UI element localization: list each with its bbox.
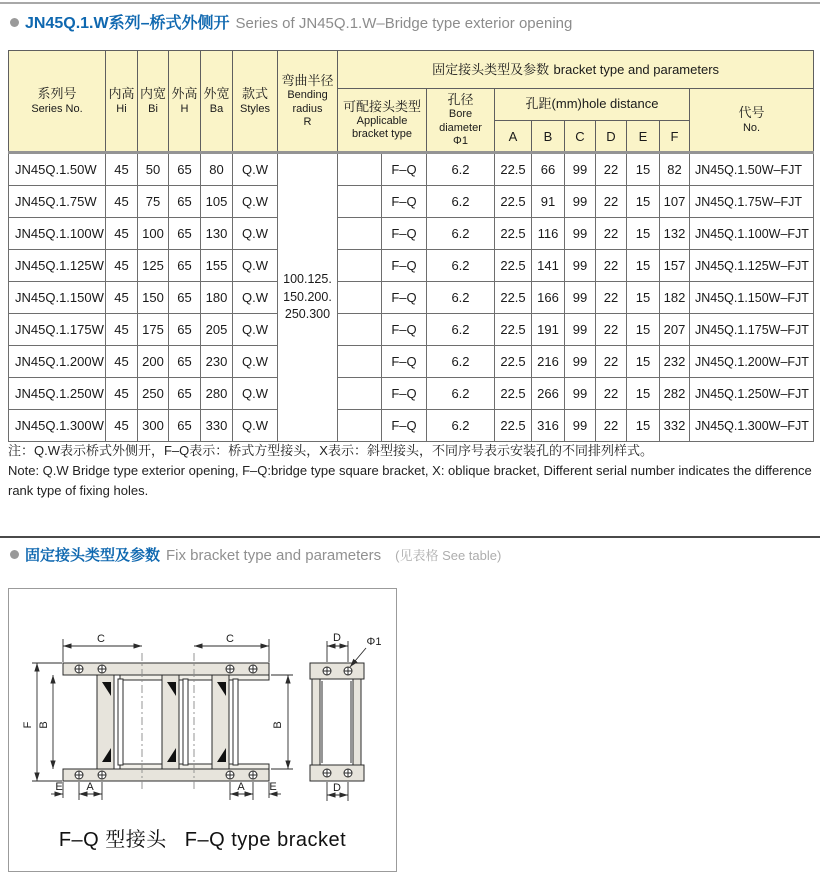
cell-blank — [338, 218, 382, 250]
cell-bi: 175 — [138, 314, 169, 346]
dim-phi1: Φ1 — [366, 636, 382, 648]
cell-c: 99 — [565, 314, 596, 346]
cell-style: Q.W — [233, 346, 278, 378]
cell-blank — [338, 282, 382, 314]
cell-series: JN45Q.1.150W — [9, 282, 106, 314]
section-divider-rule — [0, 536, 820, 538]
col-header-h: 外高 H — [169, 51, 201, 153]
cell-bore: 6.2 — [427, 314, 495, 346]
cell-c: 99 — [565, 186, 596, 218]
cell-b: 66 — [532, 153, 565, 186]
cell-bore: 6.2 — [427, 218, 495, 250]
cell-code: JN45Q.1.300W–FJT — [690, 410, 814, 442]
cell-style: Q.W — [233, 186, 278, 218]
cell-f: 207 — [660, 314, 690, 346]
cell-style: Q.W — [233, 153, 278, 186]
cell-bi: 75 — [138, 186, 169, 218]
cell-e: 15 — [627, 186, 660, 218]
dim-d-bottom: D — [333, 782, 341, 794]
cell-series: JN45Q.1.300W — [9, 410, 106, 442]
cell-hi: 45 — [106, 346, 138, 378]
cell-hi: 45 — [106, 282, 138, 314]
cell-h: 65 — [169, 218, 201, 250]
cell-e: 15 — [627, 378, 660, 410]
link-plate — [212, 675, 238, 769]
cell-e: 15 — [627, 153, 660, 186]
cell-a: 22.5 — [495, 410, 532, 442]
cell-e: 15 — [627, 314, 660, 346]
cell-e: 15 — [627, 250, 660, 282]
cell-f: 182 — [660, 282, 690, 314]
cell-bracket: F–Q — [382, 346, 427, 378]
cell-bracket: F–Q — [382, 153, 427, 186]
col-header-hi: 内高 Hi — [106, 51, 138, 153]
cell-b: 166 — [532, 282, 565, 314]
table-notes — [8, 441, 814, 501]
cell-b: 316 — [532, 410, 565, 442]
cell-ba: 230 — [201, 346, 233, 378]
cell-d: 22 — [596, 250, 627, 282]
cell-d: 22 — [596, 346, 627, 378]
cell-ba: 280 — [201, 378, 233, 410]
cell-e: 15 — [627, 282, 660, 314]
cell-blank — [338, 314, 382, 346]
cell-d: 22 — [596, 218, 627, 250]
cell-code: JN45Q.1.150W–FJT — [690, 282, 814, 314]
note-zh: 注：Q.W表示桥式外侧开，F–Q表示：桥式方型接头，X表示：斜型接头，不同序号表示安装孔的不同排列样式。 — [8, 443, 653, 458]
cell-code: JN45Q.1.200W–FJT — [690, 346, 814, 378]
dim-f: F — [22, 721, 34, 729]
dim-d-top: D — [333, 632, 341, 644]
cell-ba: 180 — [201, 282, 233, 314]
cell-c: 99 — [565, 346, 596, 378]
cell-ba: 130 — [201, 218, 233, 250]
cell-f: 132 — [660, 218, 690, 250]
plan-view — [63, 663, 269, 781]
dim-b-left: B — [38, 721, 50, 729]
section2-title — [10, 544, 501, 565]
link-plate — [162, 675, 188, 769]
cell-code: JN45Q.1.50W–FJT — [690, 153, 814, 186]
cell-hi: 45 — [106, 410, 138, 442]
dim-c1: C — [97, 633, 105, 645]
cell-a: 22.5 — [495, 186, 532, 218]
cell-a: 22.5 — [495, 218, 532, 250]
cell-bore: 6.2 — [427, 410, 495, 442]
cell-bi: 50 — [138, 153, 169, 186]
spec-table-wrap — [8, 50, 814, 442]
page-title-zh: JN45Q.1.W系列–桥式外侧开 — [25, 15, 230, 32]
cell-blank — [338, 346, 382, 378]
table-row — [9, 250, 814, 282]
cell-b: 191 — [532, 314, 565, 346]
note-en: Note: Q.W Bridge type exterior opening, F–Q:bridge type square bracket, X: oblique bracket, Different serial number indicates the difference rank type of fixing holes. — [8, 463, 812, 499]
cell-blank — [338, 410, 382, 442]
cell-f: 82 — [660, 153, 690, 186]
cell-bracket: F–Q — [382, 378, 427, 410]
cell-hi: 45 — [106, 250, 138, 282]
figure-caption-zh: F–Q 型接头 — [58, 829, 167, 851]
col-header-d: D — [596, 121, 627, 153]
cell-style: Q.W — [233, 250, 278, 282]
bullet-icon — [10, 550, 19, 559]
cell-b: 141 — [532, 250, 565, 282]
page-title — [10, 10, 572, 33]
cell-code: JN45Q.1.125W–FJT — [690, 250, 814, 282]
cell-bore: 6.2 — [427, 153, 495, 186]
col-header-a: A — [495, 121, 532, 153]
cell-series: JN45Q.1.175W — [9, 314, 106, 346]
cell-blank — [338, 153, 382, 186]
cell-a: 22.5 — [495, 314, 532, 346]
cell-c: 99 — [565, 410, 596, 442]
col-header-e: E — [627, 121, 660, 153]
table-row — [9, 282, 814, 314]
col-header-b: B — [532, 121, 565, 153]
cell-ba: 205 — [201, 314, 233, 346]
col-header-applicable-bracket: 可配接头类型 Applicable bracket type — [338, 89, 427, 153]
cell-code: JN45Q.1.75W–FJT — [690, 186, 814, 218]
cell-series: JN45Q.1.50W — [9, 153, 106, 186]
cell-d: 22 — [596, 186, 627, 218]
cell-f: 232 — [660, 346, 690, 378]
see-table-note: (见表格 See table) — [395, 548, 502, 563]
cell-ba: 330 — [201, 410, 233, 442]
cell-h: 65 — [169, 186, 201, 218]
cell-ba: 105 — [201, 186, 233, 218]
cell-code: JN45Q.1.250W–FJT — [690, 378, 814, 410]
cell-ba: 155 — [201, 250, 233, 282]
dim-e-right: E — [269, 781, 277, 793]
cell-a: 22.5 — [495, 346, 532, 378]
cell-c: 99 — [565, 218, 596, 250]
col-header-bi: 内宽 Bi — [138, 51, 169, 153]
dim-e-left: E — [55, 781, 63, 793]
cell-d: 22 — [596, 410, 627, 442]
col-header-styles: 款式 Styles — [233, 51, 278, 153]
cell-code: JN45Q.1.175W–FJT — [690, 314, 814, 346]
bracket-figure — [8, 588, 397, 872]
cell-h: 65 — [169, 410, 201, 442]
cell-d: 22 — [596, 314, 627, 346]
col-header-series: 系列号 Series No. — [9, 51, 106, 153]
cell-c: 99 — [565, 153, 596, 186]
group-header-hole-distance: 孔距(mm)hole distance — [495, 89, 690, 121]
cell-bi: 125 — [138, 250, 169, 282]
end-view — [310, 663, 364, 781]
dim-c2: C — [226, 633, 234, 645]
cell-e: 15 — [627, 218, 660, 250]
table-row — [9, 410, 814, 442]
cell-a: 22.5 — [495, 250, 532, 282]
cell-series: JN45Q.1.75W — [9, 186, 106, 218]
link-plate — [97, 675, 123, 769]
cell-code: JN45Q.1.100W–FJT — [690, 218, 814, 250]
cell-blank — [338, 378, 382, 410]
col-header-bore-diameter: 孔径 Bore diameter Φ1 — [427, 89, 495, 153]
cell-bi: 300 — [138, 410, 169, 442]
cell-style: Q.W — [233, 282, 278, 314]
cell-h: 65 — [169, 153, 201, 186]
cell-bi: 250 — [138, 378, 169, 410]
section2-title-zh: 固定接头类型及参数 — [25, 547, 161, 564]
cell-c: 99 — [565, 378, 596, 410]
cell-bore: 6.2 — [427, 250, 495, 282]
col-header-c: C — [565, 121, 596, 153]
top-rule — [0, 2, 820, 4]
cell-bi: 150 — [138, 282, 169, 314]
cell-b: 216 — [532, 346, 565, 378]
cell-style: Q.W — [233, 218, 278, 250]
figure-caption-en: F–Q type bracket — [184, 829, 347, 851]
dim-a-left: A — [86, 781, 94, 793]
cell-h: 65 — [169, 346, 201, 378]
cell-series: JN45Q.1.100W — [9, 218, 106, 250]
cell-bore: 6.2 — [427, 186, 495, 218]
cell-h: 65 — [169, 250, 201, 282]
col-header-ba: 外宽 Ba — [201, 51, 233, 153]
cell-c: 99 — [565, 250, 596, 282]
cell-hi: 45 — [106, 153, 138, 186]
cell-bore: 6.2 — [427, 346, 495, 378]
cell-b: 266 — [532, 378, 565, 410]
cell-f: 157 — [660, 250, 690, 282]
cell-hi: 45 — [106, 314, 138, 346]
cell-bending-radius: 100.125. 150.200. 250.300 — [278, 153, 338, 442]
cell-series: JN45Q.1.125W — [9, 250, 106, 282]
bracket-drawing — [9, 589, 396, 819]
col-header-code: 代号 No. — [690, 89, 814, 153]
cell-d: 22 — [596, 282, 627, 314]
cell-bi: 100 — [138, 218, 169, 250]
cell-style: Q.W — [233, 378, 278, 410]
cell-bracket: F–Q — [382, 314, 427, 346]
cell-hi: 45 — [106, 186, 138, 218]
cell-blank — [338, 186, 382, 218]
cell-bracket: F–Q — [382, 250, 427, 282]
table-row — [9, 218, 814, 250]
figure-caption — [9, 823, 396, 852]
cell-bore: 6.2 — [427, 378, 495, 410]
cell-bracket: F–Q — [382, 218, 427, 250]
screw-holes — [323, 667, 352, 777]
cell-series: JN45Q.1.200W — [9, 346, 106, 378]
table-row — [9, 153, 814, 186]
cell-bore: 6.2 — [427, 282, 495, 314]
table-row — [9, 378, 814, 410]
cell-f: 282 — [660, 378, 690, 410]
cell-f: 107 — [660, 186, 690, 218]
cell-a: 22.5 — [495, 282, 532, 314]
cell-series: JN45Q.1.250W — [9, 378, 106, 410]
cell-a: 22.5 — [495, 153, 532, 186]
cell-b: 91 — [532, 186, 565, 218]
cell-style: Q.W — [233, 314, 278, 346]
group-header-bracket: 固定接头类型及参数 bracket type and parameters — [338, 51, 814, 89]
bullet-icon — [10, 18, 19, 27]
cell-f: 332 — [660, 410, 690, 442]
cell-hi: 45 — [106, 218, 138, 250]
cell-h: 65 — [169, 314, 201, 346]
cell-hi: 45 — [106, 378, 138, 410]
cell-blank — [338, 250, 382, 282]
table-row — [9, 346, 814, 378]
cell-h: 65 — [169, 378, 201, 410]
table-row — [9, 314, 814, 346]
cell-bracket: F–Q — [382, 410, 427, 442]
section2-title-en: Fix bracket type and parameters — [166, 547, 382, 564]
col-header-bend-radius: 弯曲半径 Bending radius R — [278, 51, 338, 153]
cell-d: 22 — [596, 378, 627, 410]
cell-style: Q.W — [233, 410, 278, 442]
spec-table — [8, 50, 814, 442]
cell-c: 99 — [565, 282, 596, 314]
dim-b-right: B — [272, 721, 284, 729]
page-title-en: Series of JN45Q.1.W–Bridge type exterior opening — [235, 15, 573, 32]
cell-d: 22 — [596, 153, 627, 186]
cell-e: 15 — [627, 410, 660, 442]
cell-h: 65 — [169, 282, 201, 314]
cell-bracket: F–Q — [382, 282, 427, 314]
col-header-f: F — [660, 121, 690, 153]
cell-e: 15 — [627, 346, 660, 378]
cell-bracket: F–Q — [382, 186, 427, 218]
cell-a: 22.5 — [495, 378, 532, 410]
dim-a-right: A — [237, 781, 245, 793]
cell-b: 116 — [532, 218, 565, 250]
cell-ba: 80 — [201, 153, 233, 186]
cell-bi: 200 — [138, 346, 169, 378]
table-row — [9, 186, 814, 218]
